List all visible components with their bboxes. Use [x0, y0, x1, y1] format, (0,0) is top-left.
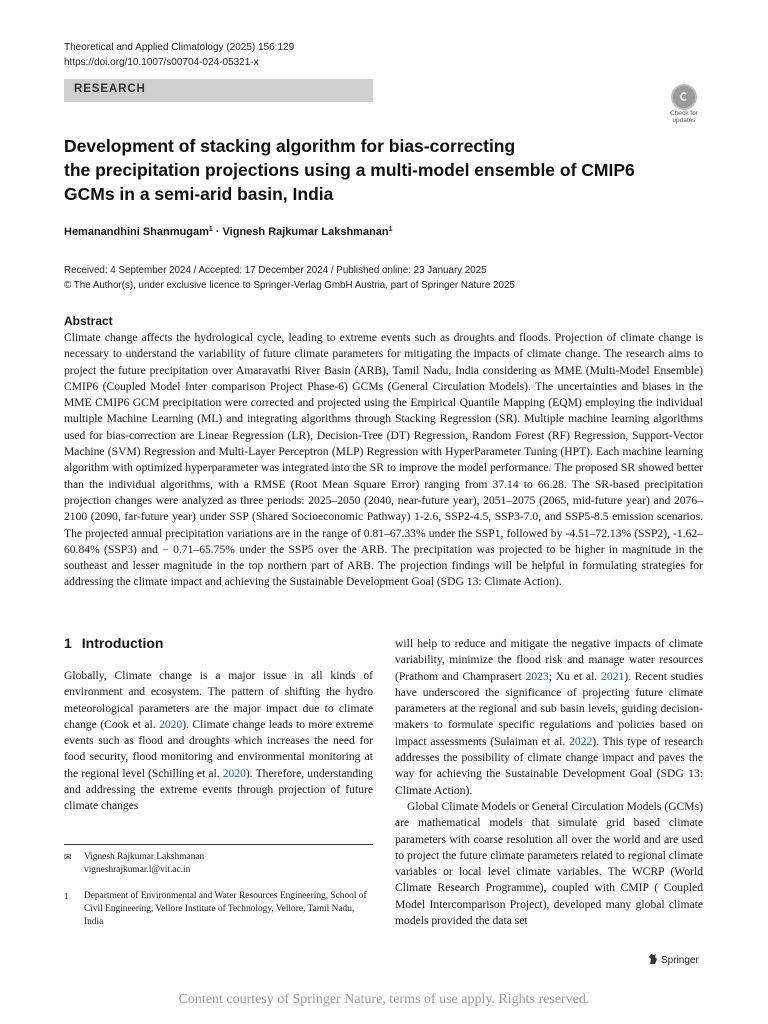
check-for-updates-text: Check for updates — [670, 110, 698, 124]
article-title — [64, 134, 674, 206]
citation-link[interactable]: 2022 — [569, 734, 593, 748]
section-heading-introduction — [64, 635, 163, 651]
footnote-divider — [64, 844, 373, 845]
title-line: GCMs in a semi-arid basin, India — [64, 184, 334, 204]
section-title: Introduction — [81, 635, 164, 651]
author-name[interactable]: Hemanandhini Shanmugam — [64, 226, 209, 238]
copyright-notice: © The Author(s), under exclusive licence to Springer-Verlag GmbH Austria, part of Springer Nature 2025 — [64, 280, 515, 291]
author-list — [64, 226, 393, 238]
author-name[interactable]: Vignesh Rajkumar Lakshmanan — [222, 226, 389, 238]
contact-name: Vignesh Rajkumar Lakshmanan — [84, 852, 205, 862]
check-for-updates-icon — [671, 84, 697, 110]
watermark-notice: Content courtesy of Springer Nature, terms of use apply. Rights reserved. — [178, 992, 590, 1007]
citation-link[interactable]: 2023 — [525, 669, 549, 683]
publisher-footer — [648, 953, 699, 966]
body-column-right — [395, 636, 703, 929]
citation-link[interactable]: 2020 — [222, 766, 246, 780]
abstract-text: Climate change affects the hydrological cycle, leading to extreme events such as droughts and floods. Projection of climate change is necessary to understand the variability of future climate parameters for mitigating the impacts of climate change. The research aims to project the future precipitation over Amaravathi River Basin (ARB), Tamil Nadu, India considering as MME (Multi-Model Ensemble) CMIP6 (Coupled Model Inter comparison Project Phase-6) GCMs (General Circulation Models). The uncertainties and biases in the MME CMIP6 GCM precipitation were corrected and projected using the Empirical Quantile Mapping (EQM) employing the individual multiple Machine Learning (ML) and integrating algorithms through Stacking Regression (SR). Multiple machine learning algorithms used for bias-correction are Linear Regression (LR), Decision-Tree (DT) Regression, Random Forest (RF) Regression, Support-Vector Machine (SVM) Regression and Multi-Layer Perceptron (MLP) Regression with HyperParameter Tuning (HPT). Each machine learning algorithm with optimized hyperparameter was integrated into the SR to improve the model performance. The proposed SR showed better than the individual algorithms, with a RMSE (Root Mean Square Error) ranging from 37.14 to 66.28. The SR-based precipitation projection changes were analyzed as three periods: 2025–2050 (2040, near-future year), 2051–2075 (2065, mid-future year) and 2076–2100 (2090, far-future year) under SSP (Shared Socioeconomic Pathway) 1-2.6, SSP2-4.5, SSP3-7.0, and SSP5-8.5 emission scenarios. The projected annual precipitation variations are in the range of 0.81–67.33% under the SSP1, followed by -4.51–72.13% (SSP2), -1.62–60.84% (SSP3) and − 0.71–65.75% under the SSP5 over the ARB. The precipitation was projected to be higher in magnitude in the southeast and lesser magnitude in the top northern part of ARB. The projection findings will be helpful in formulating strategies for addressing the climate impact and achieving the Sustainable Development Goal (SDG 13: Climate Action). — [64, 331, 703, 589]
check-for-updates-badge[interactable] — [665, 84, 703, 124]
contact-email[interactable]: vigneshrajkumar.l@vit.ac.in — [84, 865, 191, 875]
corresponding-author — [64, 851, 373, 877]
body-column-left — [64, 668, 373, 815]
section-number: 1 — [64, 635, 72, 651]
springer-horse-icon — [648, 953, 658, 965]
affiliation-text: Department of Environmental and Water Resources Engineering, School of Civil Engineering, Vellore Institute of Technology, Vellore, Tamil Nadu, India — [84, 891, 367, 927]
envelope-icon: ✉ — [64, 852, 72, 862]
publisher-name: Springer — [661, 955, 699, 966]
article-type-label: RESEARCH — [74, 83, 146, 95]
doi-link[interactable]: https://doi.org/10.1007/s00704-024-05321-x — [64, 57, 259, 68]
journal-header — [64, 40, 294, 70]
abstract-heading: Abstract — [64, 314, 113, 328]
title-line: the precipitation projections using a multi-model ensemble of CMIP6 — [64, 160, 635, 180]
journal-citation: Theoretical and Applied Climatology (2025) 156:129 — [64, 42, 295, 53]
footnotes — [64, 851, 373, 929]
title-line: Development of stacking algorithm for bias-correcting — [64, 136, 516, 156]
affiliation-number: 1 — [64, 891, 69, 901]
citation-link[interactable]: 2021 — [601, 669, 625, 683]
publication-dates — [64, 263, 515, 293]
affiliation-note — [64, 890, 373, 929]
paragraph: Global Climate Models or General Circulation Models (GCMs) are mathematical models that simulate grid based climate parameters with coarse resolution all over the world and are used to project the future climate parameters related to regional climate variables or local level climate variables. The WCRP (World Climate Research Programme), coupled with CMIP ( Coupled Model Intercomparison Project), developed many global climate models provided the data set — [395, 799, 703, 928]
paragraph: will help to reduce and mitigate the negative impacts of climate variability, minimize the flood risk and manage water resources (Prathom and Champrasert 2023; Xu et al. 2021). Recent studies have underscored the significance of projecting future climate parameters at the regional and sub basin levels, guiding decision-makers to formulate specific regulations and policies based on impact assessments (Sulaiman et al. 2022). This type of research addresses the possibility of climate change impact and paves the way for achieving the Sustainable Development Goal (SDG 13: Climate Action). — [395, 637, 703, 797]
article-type-band — [64, 79, 373, 102]
affiliation-marker: 1 — [388, 226, 393, 233]
date-history: Received: 4 September 2024 / Accepted: 17 December 2024 / Published online: 23 January 2025 — [64, 265, 487, 276]
paragraph: Globally, Climate change is a major issue in all kinds of environment and ecosystem. The pattern of shifting the hydro meteorological parameters are the major impact due to climate change (Cook et al. 2020). Climate change leads to more extreme events such as flood and droughts which increases the need for food security, flood monitoring and environmental monitoring at the regional level (Schilling et al. 2020). Therefore, understanding and addressing the extreme events through projection of future climate changes — [64, 669, 373, 813]
author-separator: · — [212, 226, 223, 238]
affiliation-marker: 1 — [208, 226, 213, 233]
citation-link[interactable]: 2020 — [159, 717, 183, 731]
